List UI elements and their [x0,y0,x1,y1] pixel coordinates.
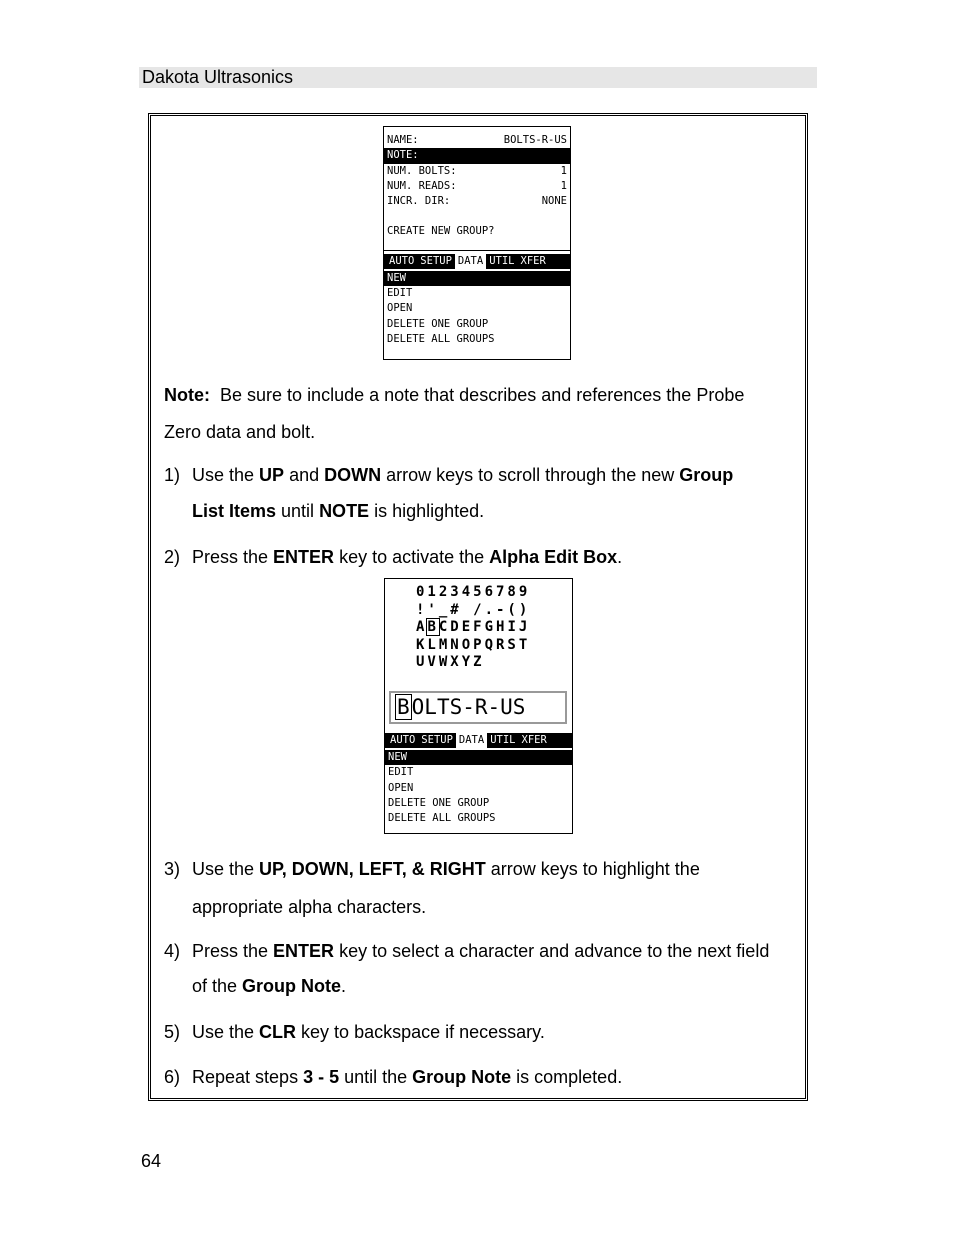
alpha-cursor: B [427,619,439,635]
menu-item-delete-one: DELETE ONE GROUP [388,796,490,809]
lcd-screen-alpha-edit [384,578,573,834]
menu-item-delete-all: DELETE ALL GROUPS [388,812,496,825]
tab-setup: SETUP [421,734,453,746]
tab-data: DATA [455,254,486,269]
alpha-row-a-j: ABCDEFGHIJ [416,619,531,635]
tab-xfer: XFER [520,254,546,267]
lcd-screen-group-setup [383,126,571,360]
step-5-line-1: Use the CLR key to backspace if necessary. [192,1022,545,1042]
menu-item-edit: EDIT [388,766,414,779]
menu-tabs [384,254,570,269]
step-1-line-1: Use the UP and DOWN arrow keys to scroll through the new Group [192,465,734,485]
menu-item-edit: EDIT [387,287,413,300]
step-3-number: 3) [164,859,181,879]
tab-data: DATA [456,733,487,748]
alpha-edit-box: BOLTS-R-US [389,691,567,724]
field-name: NAME: BOLTS-R-US [387,134,567,146]
menu-item-delete-one: DELETE ONE GROUP [387,317,489,330]
step-2-line-1: Press the ENTER key to activate the Alpha Edit Box. [192,547,623,567]
note-label: Note: [164,385,210,405]
tab-util: UTIL [489,254,515,267]
step-6-number: 6) [164,1067,181,1087]
alpha-row-digits: 0123456789 [416,584,531,600]
step-4-line-2: of the Group Note. [192,976,347,996]
menu-item-open: OPEN [387,302,413,315]
step-4-line-1: Press the ENTER key to select a character and advance to the next field [192,941,770,961]
menu-item-delete-all: DELETE ALL GROUPS [387,332,495,345]
page-header: Dakota Ultrasonics [139,67,817,88]
step-1-number: 1) [164,465,181,485]
note-line-2: Zero data and bolt. [164,422,316,442]
alpha-row-u-z: UVWXYZ [416,654,485,670]
tab-setup: SETUP [420,254,452,267]
step-3-line-1: Use the UP, DOWN, LEFT, & RIGHT arrow keys to highlight the [192,859,700,879]
step-1-line-2: List Items until NOTE is highlighted. [192,501,485,521]
step-3-line-2: appropriate alpha characters. [192,897,427,917]
edit-cursor: B [397,695,410,719]
menu-tabs-2 [385,733,572,748]
step-6-line-1: Repeat steps 3 - 5 until the Group Note is completed. [192,1067,623,1087]
field-note-highlighted: NOTE: [384,148,570,163]
menu-item-new: NEW [385,750,572,765]
step-2-number: 2) [164,547,181,567]
note-line-1: Note: Be sure to include a note that describes and references the Probe [164,385,745,405]
tab-auto: AUTO [389,254,415,267]
alpha-row-symbols: !'_# /.-() [416,601,531,618]
tab-xfer: XFER [521,734,547,746]
field-incr-dir: INCR. DIR: NONE [387,195,567,208]
menu-item-open: OPEN [388,781,414,794]
alpha-row-k-t: KLMNOPQRST [416,636,531,653]
page-number: 64 [141,1151,162,1171]
step-5-number: 5) [164,1022,181,1042]
tab-auto: AUTO [390,734,416,746]
field-num-bolts: NUM. BOLTS: 1 [387,164,567,177]
create-group-prompt: CREATE NEW GROUP? [387,225,495,238]
field-num-reads: NUM. READS: 1 [387,179,567,192]
tab-util: UTIL [490,734,516,746]
menu-item-new: NEW [384,271,570,286]
step-4-number: 4) [164,941,181,961]
